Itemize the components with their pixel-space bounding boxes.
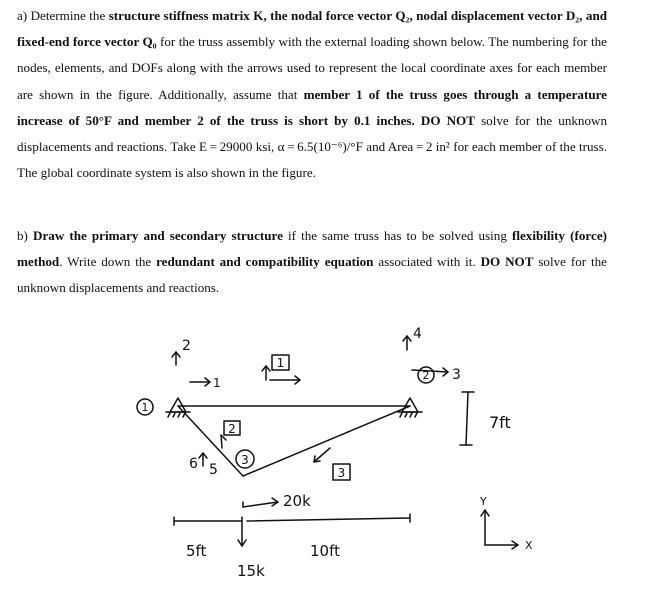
- part-b-text: [17, 223, 607, 302]
- dim-left-label: 5ft: [186, 542, 207, 560]
- member-2-label: 2: [228, 422, 236, 436]
- part-b-segment: . Write down the: [59, 254, 157, 270]
- problem-part-a: [17, 3, 607, 186]
- dof-1-label: 1: [213, 376, 221, 390]
- part-b-segment: flexibility (force) method: [17, 228, 607, 270]
- dof-6-label: 6: [189, 456, 198, 472]
- member-3-line: [243, 406, 410, 476]
- part-a-text: [17, 3, 607, 186]
- dim-height-label: 7ft: [489, 413, 511, 432]
- part-b-segment: associated with it.: [373, 254, 481, 270]
- member-3-local-arrow: [314, 448, 330, 462]
- member-2-local-arrow: [221, 435, 226, 448]
- dof-3-label: 3: [452, 367, 461, 383]
- part-a-segment: a) Determine the: [17, 8, 109, 23]
- part-b-segment: DO NOT: [480, 254, 534, 270]
- part-b-segment: if the same truss has to be solved using: [282, 228, 512, 243]
- node-2-label: 2: [422, 369, 430, 382]
- dim-right-label: 10ft: [310, 542, 340, 560]
- truss-figure: [0, 300, 659, 606]
- dof-5-label: 5: [209, 462, 218, 478]
- axis-x-label: X: [525, 539, 533, 552]
- dof-2-label: 2: [182, 338, 191, 354]
- dim-right-line: [247, 518, 410, 521]
- dof-4-label: 4: [413, 326, 422, 342]
- node-3-label: 3: [241, 453, 249, 467]
- load-20k-label: 20k: [283, 492, 311, 510]
- part-a-segment: member 1 of the truss goes through a temperature increase of 50°F and member 2 of the truss is short by 0.1 inches.: [17, 86, 607, 128]
- problem-part-b: [17, 223, 607, 302]
- part-a-segment: for the truss assembly with the external loading shown below. The numbering for the nodes, elements, and DOFs along with the arrows used to represent the local coordinate axes for each member are shown in the figure. Additionally, assume that: [17, 34, 607, 102]
- member-3-label: 3: [337, 466, 346, 480]
- right-pin-support: [398, 398, 422, 417]
- dim-height-line: [466, 392, 468, 445]
- part-a-segment: solve for the unknown displacements and reactions. Take E = 29000 ksi, α = 6.5(10⁻⁶)/°F and Area = 2 in² for each member of the truss. The global coordinate system is also shown in the figure.: [17, 112, 608, 181]
- node-1-label: 1: [141, 401, 149, 414]
- member-1-label: 1: [276, 356, 285, 370]
- part-a-segment: DO NOT: [420, 112, 475, 128]
- dof-3-arrow: [412, 370, 448, 372]
- part-a-segment: structure stiffness matrix K, the nodal force vector Q₂, nodal displacement vector D₂, and fixed-end force vector Q₀: [17, 8, 608, 50]
- load-15k-label: 15k: [237, 562, 265, 580]
- part-b-segment: solve for the unknown displacements and reactions.: [17, 254, 607, 296]
- part-b-segment: redundant and compatibility equation: [156, 254, 374, 270]
- part-b-segment: b): [17, 228, 33, 243]
- axis-y-label: Y: [480, 495, 487, 508]
- part-b-segment: Draw the primary and secondary structure: [33, 228, 283, 243]
